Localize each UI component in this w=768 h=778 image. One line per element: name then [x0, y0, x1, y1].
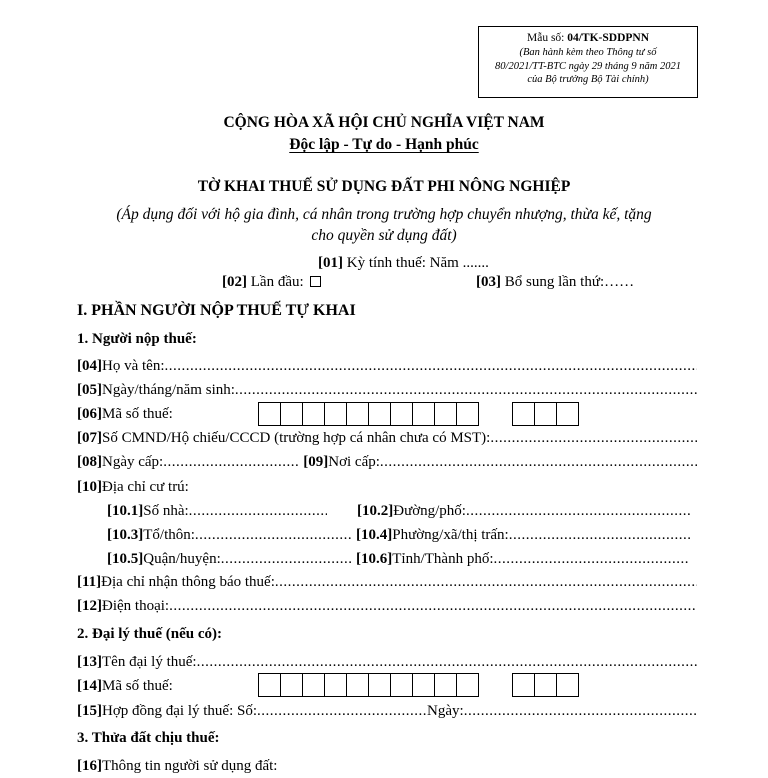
- field-10-5-district[interactable]: [10.5] Quận/huyện: .....: [107, 551, 352, 568]
- first-time-checkbox[interactable]: [310, 276, 321, 287]
- tax-code-cell[interactable]: [302, 402, 325, 426]
- field-04-full-name[interactable]: [04] Họ và tên: .....: [77, 358, 697, 375]
- agent-tax-code-cell[interactable]: [346, 673, 369, 697]
- field-01-tax-period[interactable]: [01] Kỳ tính thuế: Năm .......: [318, 255, 489, 271]
- field-06-tax-code-label: [06] Mã số thuế:: [77, 406, 173, 422]
- tax-code-cell[interactable]: [556, 402, 579, 426]
- agent-tax-code-cell[interactable]: [412, 673, 435, 697]
- form-title: TỜ KHAI THUẾ SỬ DỤNG ĐẤT PHI NÔNG NGHIỆP: [197, 178, 571, 195]
- form-issuance-line-3: của Bộ trưởng Bộ Tài chính): [527, 74, 649, 86]
- agent-tax-code-grid-suffix[interactable]: [512, 673, 579, 697]
- tax-code-cell[interactable]: [280, 402, 303, 426]
- subsection-taxpayer: 1. Người nộp thuế:: [77, 331, 197, 347]
- agent-tax-code-cell[interactable]: [280, 673, 303, 697]
- agent-tax-code-cell[interactable]: [258, 673, 281, 697]
- field-10-2-street[interactable]: [10.2] Đường/phố: .....: [357, 503, 690, 520]
- tax-code-cell[interactable]: [390, 402, 413, 426]
- agent-tax-code-cell[interactable]: [534, 673, 557, 697]
- field-10-4-ward[interactable]: [10.4] Phường/xã/thị trấn: .....: [356, 527, 690, 544]
- issue-date-dots[interactable]: ................................: [163, 454, 300, 470]
- field-12-phone[interactable]: [12] Điện thoại: .....: [77, 598, 697, 615]
- tax-code-cell[interactable]: [346, 402, 369, 426]
- tax-code-grid-main[interactable]: [258, 402, 479, 426]
- field-14-agent-tax-code-label: [14] Mã số thuế:: [77, 678, 173, 694]
- field-10-3-hamlet[interactable]: [10.3] Tổ/thôn: .....: [107, 527, 352, 544]
- tax-code-cell[interactable]: [512, 402, 535, 426]
- form-issuance-line-1: (Ban hành kèm theo Thông tư số: [519, 46, 657, 58]
- field-08-09-issue[interactable]: [08] Ngày cấp: ................................ [09] Nơi cấp: .....: [77, 454, 697, 471]
- tax-code-cell[interactable]: [368, 402, 391, 426]
- tax-code-grid-suffix[interactable]: [512, 402, 579, 426]
- motto: Độc lập - Tự do - Hạnh phúc: [289, 136, 479, 153]
- form-code-box: [478, 26, 698, 98]
- tax-code-cell[interactable]: [534, 402, 557, 426]
- form-subtitle-line-2: cho quyền sử dụng đất): [311, 227, 457, 244]
- tax-code-cell[interactable]: [456, 402, 479, 426]
- agent-tax-code-cell[interactable]: [324, 673, 347, 697]
- form-issuance-line-2: 80/2021/TT-BTC ngày 29 tháng 9 năm 2021: [495, 60, 681, 72]
- field-03-supplement[interactable]: [03] Bổ sung lần thứ:……: [476, 274, 635, 290]
- agent-tax-code-cell[interactable]: [456, 673, 479, 697]
- form-subtitle-line-1: (Áp dụng đối với hộ gia đình, cá nhân trong trường hợp chuyển nhượng, thừa kế, tặng: [116, 206, 652, 223]
- agent-tax-code-cell[interactable]: [302, 673, 325, 697]
- field-10-6-province[interactable]: [10.6] Tỉnh/Thành phố: .....: [356, 551, 690, 568]
- subsection-tax-agent: 2. Đại lý thuế (nếu có):: [77, 626, 222, 642]
- field-10-residence: [10] Địa chỉ cư trú:: [77, 479, 189, 495]
- agent-tax-code-grid-main[interactable]: [258, 673, 479, 697]
- section-1-heading: I. PHẦN NGƯỜI NỘP THUẾ TỰ KHAI: [77, 302, 356, 319]
- field-02-first-time: [02] Lần đầu:: [222, 274, 321, 291]
- agent-tax-code-cell[interactable]: [390, 673, 413, 697]
- agent-tax-code-cell[interactable]: [556, 673, 579, 697]
- field-11-notice-address[interactable]: [11] Địa chỉ nhận thông báo thuế: .....: [77, 574, 697, 591]
- tax-code-cell[interactable]: [324, 402, 347, 426]
- tax-code-cell[interactable]: [434, 402, 457, 426]
- agent-tax-code-cell[interactable]: [434, 673, 457, 697]
- field-07-id-number[interactable]: [07] Số CMND/Hộ chiếu/CCCD (trường hợp cá nhân chưa có MST): .....: [77, 430, 697, 447]
- country-heading: CỘNG HÒA XÃ HỘI CHỦ NGHĨA VIỆT NAM: [223, 114, 545, 131]
- field-16-land-user-info: [16] Thông tin người sử dụng đất:: [77, 758, 278, 774]
- agent-tax-code-cell[interactable]: [512, 673, 535, 697]
- agent-tax-code-cell[interactable]: [368, 673, 391, 697]
- field-13-agent-name[interactable]: [13] Tên đại lý thuế: .....: [77, 654, 697, 671]
- contract-number-dots[interactable]: ........................................: [257, 703, 428, 719]
- field-05-birth-date[interactable]: [05] Ngày/tháng/năm sinh: .....: [77, 382, 697, 399]
- tax-code-cell[interactable]: [412, 402, 435, 426]
- form-code: Mẫu số: 04/TK-SDDPNN: [526, 32, 650, 44]
- subsection-taxable-land: 3. Thửa đất chịu thuế:: [77, 730, 220, 746]
- tax-code-cell[interactable]: [258, 402, 281, 426]
- field-10-1-house-number[interactable]: [10.1] Số nhà: .....: [107, 503, 327, 520]
- field-15-agent-contract[interactable]: [15] Hợp đồng đại lý thuế: Số: ........................................ Ngày: .....: [77, 703, 697, 720]
